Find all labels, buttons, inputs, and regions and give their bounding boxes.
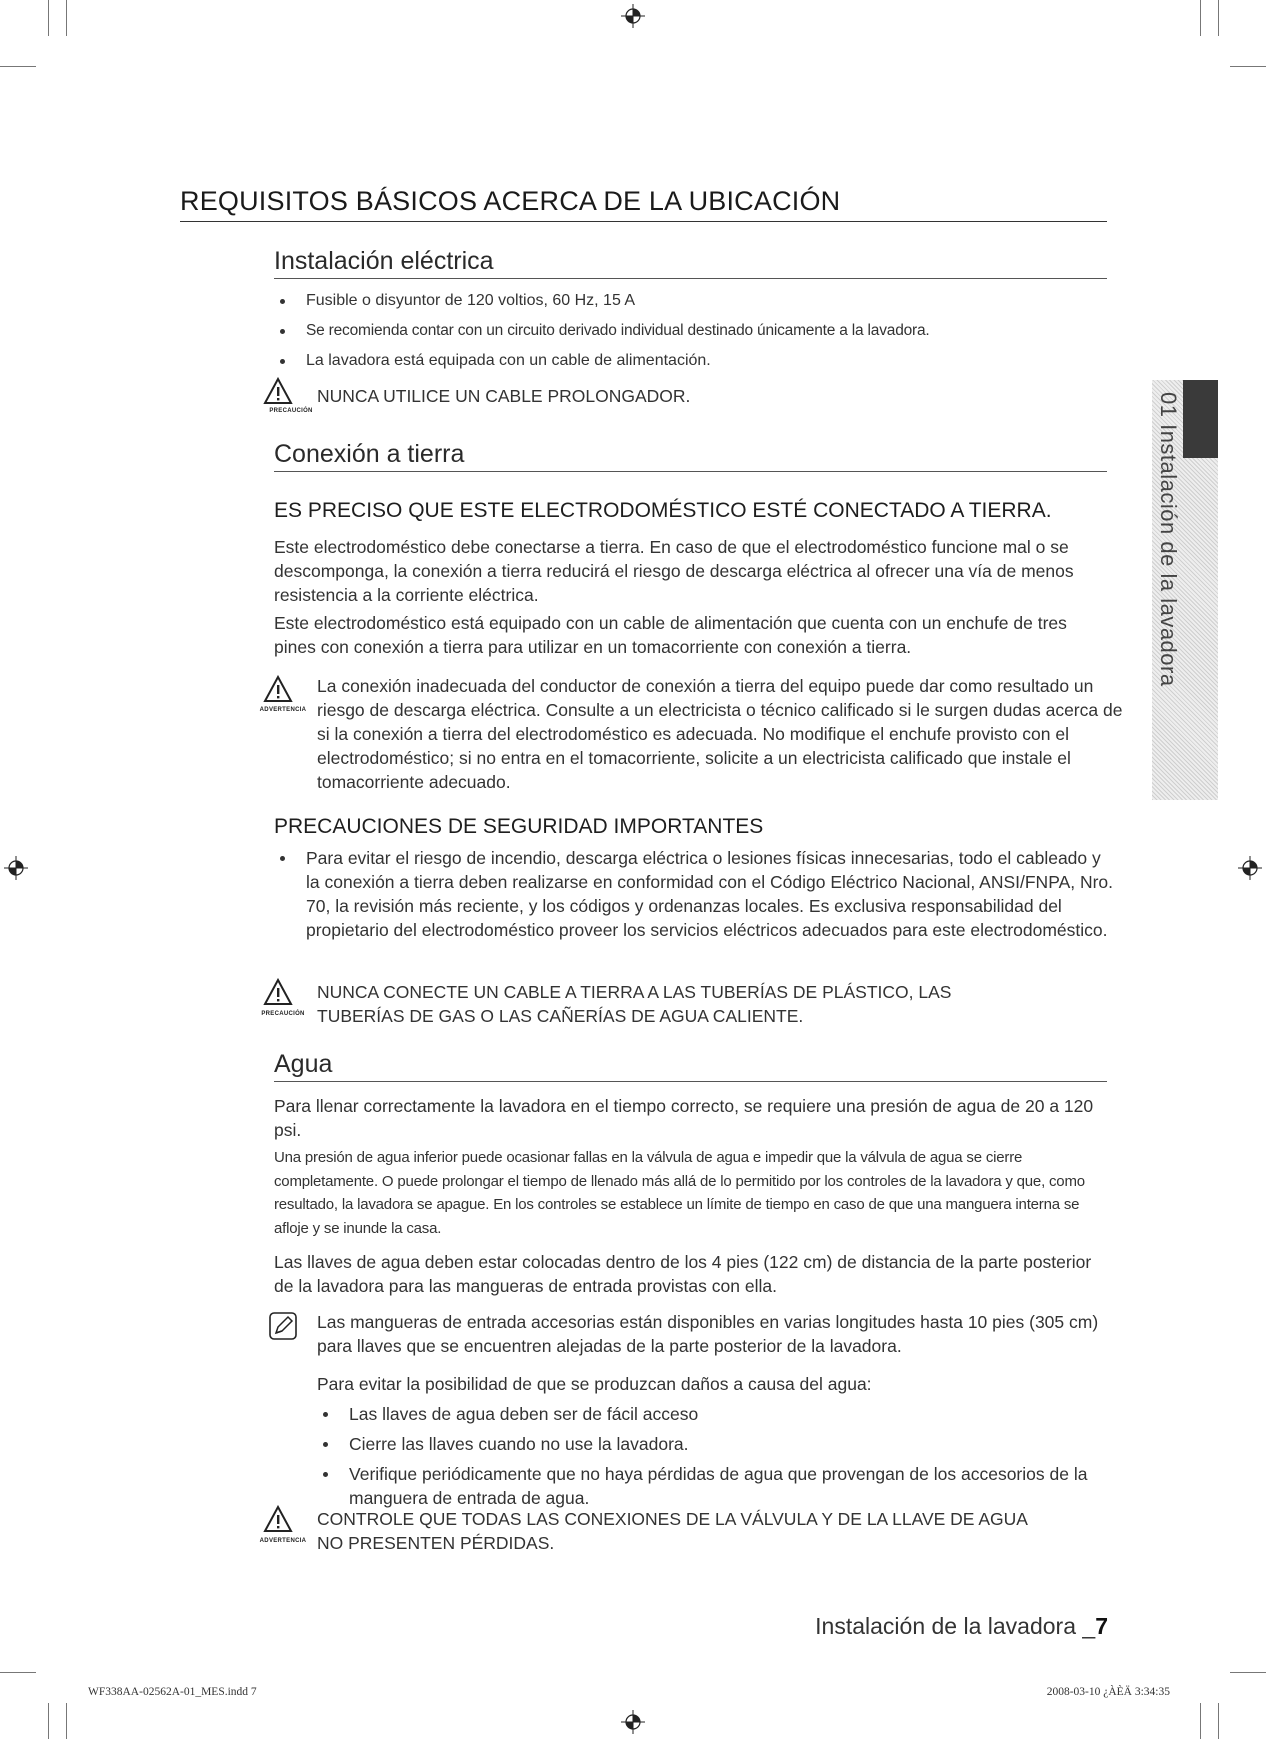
crop-mark xyxy=(66,1703,67,1739)
note-notice xyxy=(268,1311,298,1346)
caution-text-line: NUNCA CONECTE UN CABLE A TIERRA A LAS TUBERÍAS DE PLÁSTICO, LAS xyxy=(317,982,952,1002)
grounding-paragraph: Este electrodoméstico debe conectarse a tierra. En caso de que el electrodoméstico funcione mal o se descomponga, la conexión a tierra reducirá el riesgo de descarga eléctrica al ofrecer una vía de menos resistencia a la corriente eléctrica. xyxy=(274,537,1074,605)
registration-mark-icon xyxy=(1238,856,1262,880)
warning-text: La conexión inadecuada del conductor de conexión a tierra del equipo puede dar como resultado un riesgo de descarga eléctrica. Consulte a un electricista o técnico calificado si le surgen dudas acerca de si la conexión a tierra del electrodoméstico es adecuada. No modifique el enchufe provisto con el electrodoméstico; si no entra en el tomacorriente, solicite a un electricista calificado que instale el tomacorriente adecuado. xyxy=(317,676,1123,792)
electrical-bullet-list xyxy=(274,289,1114,373)
crop-mark xyxy=(1230,1672,1266,1673)
crop-mark xyxy=(1230,66,1266,67)
water-paragraph: Las llaves de agua deben estar colocadas dentro de los 4 pies (122 cm) de distancia de la parte posterior de la lavadora para las mangueras de entrada provistas con ella. xyxy=(274,1252,1092,1296)
caution-text-line: TUBERÍAS DE GAS O LAS CAÑERÍAS DE AGUA CALIENTE. xyxy=(317,1006,804,1026)
section-heading-electrical: Instalación eléctrica xyxy=(274,247,1107,279)
safety-bullet-list xyxy=(274,846,1114,942)
safety-caps-heading: PRECAUCIONES DE SEGURIDAD IMPORTANTES xyxy=(274,815,764,838)
caution-label: PRECAUCIÓN xyxy=(269,408,313,414)
water-paragraph: Una presión de agua inferior puede ocasionar fallas en la válvula de agua e impedir que la válvula de agua se cierre completamente. O puede prolongar el tiempo de llenado más allá de lo permitido por los controles de la lavadora y que, como resultado, la lavadora se apague. En los controles se establece un límite de tiempo en caso de que una manguera interna se afloje y se inunde la casa. xyxy=(274,1149,1085,1237)
chapter-tab-label: 01 Instalación de la lavadora xyxy=(1156,392,1181,687)
registration-mark-icon xyxy=(621,1710,645,1734)
section-heading-water: Agua xyxy=(274,1050,1107,1082)
warning-label: ADVERTENCIA xyxy=(259,1538,307,1544)
note-text: Las mangueras de entrada accesorias están disponibles en varias longitudes hasta 10 pies (305 cm) para llaves que se encuentren alejadas de la parte posterior de la lavadora. xyxy=(317,1312,1099,1356)
registration-mark-icon xyxy=(621,4,645,28)
avoid-bullet-list xyxy=(317,1402,1107,1510)
list-item: Fusible o disyuntor de 120 voltios, 60 Hz, 15 A xyxy=(274,289,1114,313)
crop-mark xyxy=(0,1672,36,1673)
page-title: REQUISITOS BÁSICOS ACERCA DE LA UBICACIÓN xyxy=(180,186,1107,222)
warning-triangle-icon xyxy=(263,1505,293,1533)
note-pencil-icon xyxy=(268,1311,298,1341)
registration-mark-icon xyxy=(4,856,28,880)
caution-label: PRECAUCIÓN xyxy=(261,1011,305,1017)
caution-text: NUNCA UTILICE UN CABLE PROLONGADOR. xyxy=(317,386,691,406)
list-item: La lavadora está equipada con un cable de alimentación. xyxy=(274,349,1114,373)
warning-triangle-icon xyxy=(263,675,293,703)
grounding-paragraph: Este electrodoméstico está equipado con un cable de alimentación que cuenta con un enchufe de tres pines con conexión a tierra para utilizar en un tomacorriente con conexión a tierra. xyxy=(274,613,1067,657)
crop-mark xyxy=(48,0,49,36)
warning-label: ADVERTENCIA xyxy=(259,707,307,713)
crop-mark xyxy=(1200,1703,1201,1739)
crop-mark xyxy=(0,66,36,67)
crop-mark xyxy=(1200,0,1201,36)
crop-mark xyxy=(1218,1703,1219,1739)
warning-text-line: NO PRESENTEN PÉRDIDAS. xyxy=(317,1533,555,1553)
footer-section-label: Instalación de la lavadora _ xyxy=(815,1613,1096,1639)
crop-mark xyxy=(48,1703,49,1739)
caution-triangle-icon xyxy=(263,978,293,1006)
caution-triangle-icon xyxy=(263,377,293,405)
page-footer xyxy=(815,1613,1108,1640)
print-slug-timestamp: 2008-03-10 ¿ÀÈÄ 3:34:35 xyxy=(1046,1686,1170,1698)
list-item: Las llaves de agua deben ser de fácil acceso xyxy=(317,1402,1107,1426)
chapter-tab-marker xyxy=(1183,380,1218,458)
list-item: Para evitar el riesgo de incendio, descarga eléctrica o lesiones físicas innecesarias, todo el cableado y la conexión a tierra deben realizarse en conformidad con el Código Eléctrico Nacional, ANSI/FNPA, Nro. 70, la revisión más reciente, y los códigos y ordenanzas locales. Es exclusiva responsabilidad del propietario del electrodoméstico proveer los servicios eléctricos adecuados para este electrodoméstico. xyxy=(274,846,1114,942)
warning-text-line: CONTROLE QUE TODAS LAS CONEXIONES DE LA VÁLVULA Y DE LA LLAVE DE AGUA xyxy=(317,1509,1028,1529)
water-paragraph: Para llenar correctamente la lavadora en el tiempo correcto, se requiere una presión de agua de 20 a 120 psi. xyxy=(274,1096,1094,1140)
grounding-caps-heading: ES PRECISO QUE ESTE ELECTRODOMÉSTICO ESTÉ CONECTADO A TIERRA. xyxy=(274,499,1052,522)
crop-mark xyxy=(1218,0,1219,36)
avoid-intro: Para evitar la posibilidad de que se produzcan daños a causa del agua: xyxy=(317,1374,872,1394)
page-number: 7 xyxy=(1095,1613,1108,1639)
list-item: Cierre las llaves cuando no use la lavadora. xyxy=(317,1432,1107,1456)
section-heading-grounding: Conexión a tierra xyxy=(274,440,1107,472)
crop-mark xyxy=(66,0,67,36)
list-item: Verifique periódicamente que no haya pérdidas de agua que provengan de los accesorios de la manguera de entrada de agua. xyxy=(317,1462,1107,1510)
print-slug-file: WF338AA-02562A-01_MES.indd 7 xyxy=(88,1686,257,1698)
list-item: Se recomienda contar con un circuito derivado individual destinado únicamente a la lavadora. xyxy=(274,319,1114,343)
